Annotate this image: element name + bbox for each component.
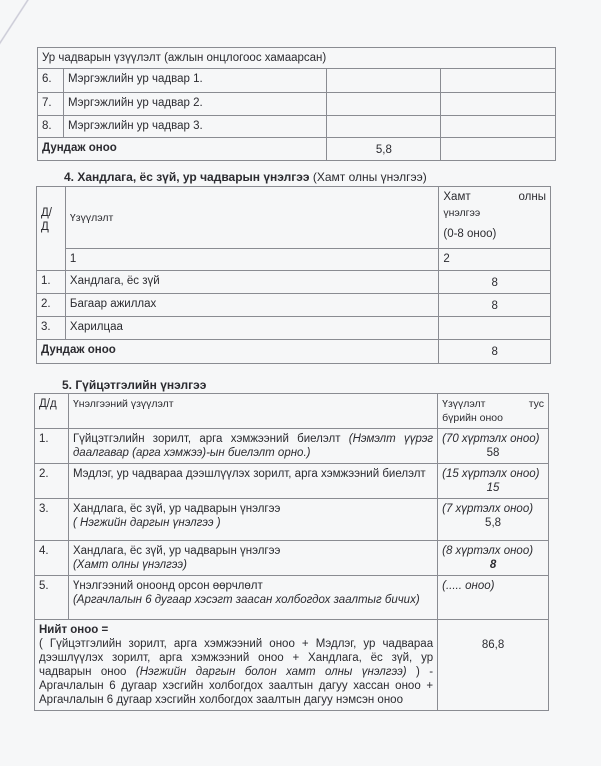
row-label-text: Гүйцэтгэлийн зорилт, арга хэмжээний биелэлт bbox=[72, 433, 349, 445]
row-label-note: ( Нэгжийн даргын үнэлгээ ) bbox=[72, 517, 221, 529]
score-value: 5,8 bbox=[485, 517, 502, 529]
average-value: 8 bbox=[439, 340, 551, 364]
row-label-text: Хандлага, ёс зүй, ур чадварын үнэлгээ bbox=[72, 545, 281, 557]
score-value: 15 bbox=[486, 482, 500, 494]
row-label-note: (Хамт олны үнэлгээ) bbox=[72, 559, 187, 571]
section4-title-rest: (Хамт олны үнэлгээ) bbox=[309, 170, 427, 184]
max-score: (7 хүртэлх оноо) bbox=[442, 503, 534, 515]
table-row bbox=[37, 294, 551, 317]
col-num-header-text: Д/ Д bbox=[41, 207, 52, 233]
row-number: 6. bbox=[38, 69, 64, 93]
paper-fold-mark bbox=[0, 0, 33, 48]
row-number: 4. bbox=[35, 541, 69, 576]
hdr-word: бүрийн оноо bbox=[442, 412, 503, 424]
average-value: 5,8 bbox=[327, 138, 441, 161]
average-label: Дундаж оноо bbox=[37, 340, 439, 364]
row-score: 8 bbox=[439, 271, 551, 294]
row-label bbox=[68, 499, 437, 541]
skills-table bbox=[37, 47, 556, 161]
col-num-header bbox=[37, 187, 66, 271]
row-number: 1. bbox=[37, 271, 66, 294]
row-label-text: Мэдлэг, ур чадвараа дээшлүүлэх зорилт, арга хэмжээний биелэлт bbox=[72, 468, 426, 480]
section4-title bbox=[64, 170, 427, 184]
row-value bbox=[441, 69, 556, 93]
total-label: Нийт оноо = bbox=[39, 624, 109, 636]
col-score-header bbox=[438, 394, 549, 429]
row-label: Багаар ажиллах bbox=[65, 294, 438, 317]
subheader-1: 1 bbox=[65, 249, 438, 271]
total-row bbox=[35, 620, 549, 711]
score-value: 8 bbox=[489, 559, 497, 571]
row-label-text: Үнэлгээний оноонд орсон өөрчлөлт bbox=[72, 580, 263, 592]
performance-evaluation-table bbox=[34, 393, 549, 711]
row-label: Харилцаа bbox=[65, 317, 438, 340]
score-range: (0-8 оноо) bbox=[443, 228, 497, 240]
table-row bbox=[35, 576, 549, 620]
row-value bbox=[441, 116, 556, 138]
row-label bbox=[68, 464, 437, 499]
collective-evaluation-table bbox=[36, 186, 551, 364]
row-label bbox=[68, 429, 437, 464]
row-label-note: (Аргачлалын 6 дугаар хэсэгт заасан холбогдох заалтыг бичих) bbox=[72, 594, 420, 606]
hdr-word: үнэлгээ bbox=[443, 207, 481, 219]
max-score: (8 хүртэлх оноо) bbox=[442, 545, 534, 557]
row-label: Хандлага, ёс зүй bbox=[65, 271, 438, 294]
section4-title-bold: 4. Хандлага, ёс зүй, ур чадварын үнэлгээ bbox=[64, 170, 310, 184]
total-value: 86,8 bbox=[438, 620, 549, 711]
hdr-word: Үзүүлэлт bbox=[442, 398, 486, 410]
max-score: (..... оноо) bbox=[442, 580, 495, 592]
row-value bbox=[327, 93, 441, 116]
col-score-header bbox=[439, 187, 551, 249]
row-score-cell bbox=[438, 499, 549, 541]
total-formula-note: (Нэгжийн даргын болон хамт олны үнэлгээ) bbox=[135, 666, 407, 678]
score-value: 58 bbox=[486, 447, 500, 459]
row-label: Мэргэжлийн ур чадвар 3. bbox=[63, 116, 327, 138]
table-row bbox=[38, 69, 556, 93]
average-row bbox=[37, 340, 551, 364]
total-formula-text: ( Гүйцэтгэлийн зорилт, арга хэмжээний оноо + Мэдлэг, ур чадвараа дээшлүүлэх зорилт, арга хэмжээний оноо + Хандлага, ёс зүй, ур чадварын оноо bbox=[39, 638, 434, 678]
row-label-text: Хандлага, ёс зүй, ур чадварын үнэлгээ bbox=[72, 503, 281, 515]
row-number: 7. bbox=[38, 93, 64, 116]
col-indicator-header: Үнэлгээний үзүүлэлт bbox=[68, 394, 437, 429]
total-formula-text: ) - Аргачлалын 6 дугаар хэсгийн холбогдох заалтын дагуу хассан оноо + Аргачлалын 6 дугаар хэсгийн холбогдох заалтын дагуу нэмсэн оноо bbox=[39, 666, 434, 706]
row-number: 2. bbox=[35, 464, 69, 499]
row-value bbox=[441, 93, 556, 116]
skills-header: Ур чадварын үзүүлэлт (ажлын онцлогоос хамаарсан) bbox=[38, 48, 556, 69]
hdr-word: тус bbox=[528, 398, 544, 410]
row-number: 3. bbox=[35, 499, 69, 541]
table-row bbox=[35, 499, 549, 541]
empty-cell bbox=[441, 138, 556, 161]
max-score: (70 хүртэлх оноо) bbox=[442, 433, 540, 445]
table-row bbox=[35, 541, 549, 576]
average-label: Дундаж оноо bbox=[38, 138, 327, 161]
table-row bbox=[37, 271, 551, 294]
col-num-header: Д/д bbox=[35, 394, 69, 429]
row-label-note: (Нэмэлт үүрэг даалгавар (арга хэмжээ)-ын биелэлт орно.) bbox=[72, 433, 434, 459]
row-score-cell bbox=[438, 464, 549, 499]
row-label: Мэргэжлийн ур чадвар 1. bbox=[63, 69, 327, 93]
row-value bbox=[327, 116, 441, 138]
table-row bbox=[35, 464, 549, 499]
row-label bbox=[68, 576, 437, 620]
subheader-2: 2 bbox=[439, 249, 551, 271]
row-value bbox=[327, 69, 441, 93]
row-score: 8 bbox=[439, 294, 551, 317]
row-score-cell bbox=[438, 429, 549, 464]
row-number: 5. bbox=[35, 576, 69, 620]
row-score bbox=[439, 317, 551, 340]
row-number: 1. bbox=[35, 429, 69, 464]
row-number: 2. bbox=[37, 294, 66, 317]
section5-title: 5. Гүйцэтгэлийн үнэлгээ bbox=[62, 378, 207, 392]
row-score-cell bbox=[438, 541, 549, 576]
table-row bbox=[38, 116, 556, 138]
average-row bbox=[38, 138, 556, 161]
row-label bbox=[68, 541, 437, 576]
hdr-word: олны bbox=[518, 191, 546, 203]
row-number: 3. bbox=[37, 317, 66, 340]
row-number: 8. bbox=[38, 116, 64, 138]
table-row bbox=[38, 93, 556, 116]
row-label: Мэргэжлийн ур чадвар 2. bbox=[63, 93, 327, 116]
row-score-cell bbox=[438, 576, 549, 620]
total-formula bbox=[35, 620, 438, 711]
hdr-word: Хамт bbox=[443, 191, 471, 203]
table-row bbox=[37, 317, 551, 340]
max-score: (15 хүртэлх оноо) bbox=[442, 468, 540, 480]
col-indicator-header: Үзүүлэлт bbox=[65, 187, 438, 249]
table-row bbox=[35, 429, 549, 464]
